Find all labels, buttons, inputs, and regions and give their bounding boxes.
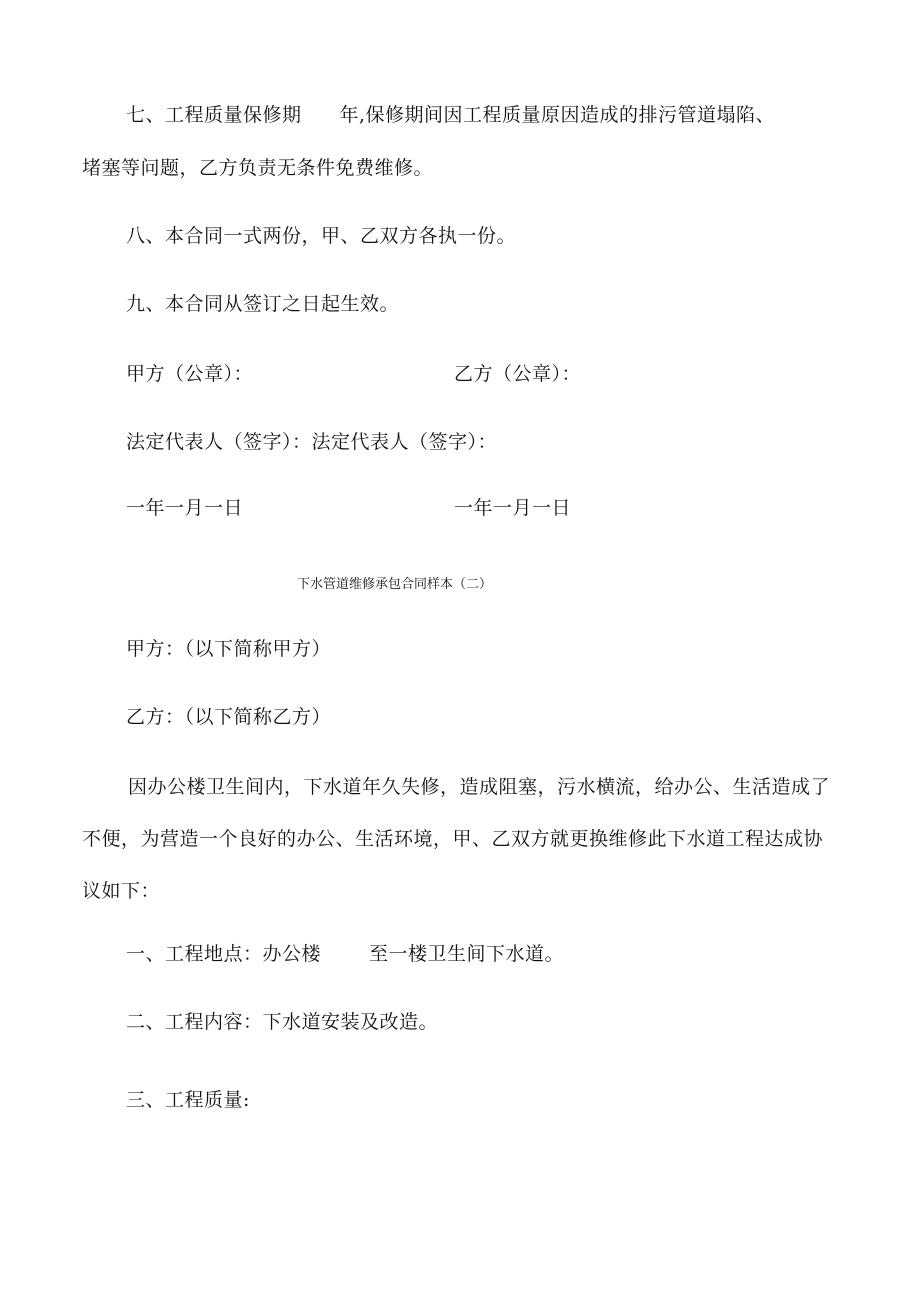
clause-7-suffix: 年,保修期间因工程质量原因造成的排污管道塌陷、 [339,104,776,126]
sample-2-party-b: 乙方：（以下简称乙方） [126,706,332,728]
item-1-prefix: 一、工程地点：办公楼 [126,943,322,965]
sample-2-party-a: 甲方：（以下简称甲方） [126,638,332,660]
clause-7-prefix: 七、工程质量保修期 [126,104,302,126]
item-3-quality: 三、工程质量: [126,1089,250,1111]
clause-7-line-1 [126,103,775,127]
clause-9: 九、本合同从签订之日起生效。 [126,293,400,315]
intro-paragraph-line-3: 议如下： [82,880,161,902]
item-1-location [126,942,564,966]
legal-representatives-label: 法定代表人（签字）：法定代表人（签字）： [126,431,498,453]
intro-paragraph-line-2: 不便，为营造一个良好的办公、生活环境，甲、乙双方就更换维修此下水道工程达成协 [82,828,824,850]
party-b-seal-label: 乙方（公章）： [454,363,582,385]
party-a-date: 一年一月一日 [126,497,244,519]
party-a-seal-label: 甲方（公章）： [126,363,254,385]
item-2-content: 二、工程内容：下水道安装及改造。 [126,1011,439,1033]
intro-paragraph-line-1: 因办公楼卫生间内，下水道年久失修，造成阻塞，污水横流，给办公、生活造成了 [128,776,831,798]
sample-2-title: 下水管道维修承包合同样本（二） [297,577,493,592]
clause-7-line-2: 堵塞等问题，乙方负责无条件免费维修。 [82,157,434,179]
clause-8: 八、本合同一式两份，甲、乙双方各执一份。 [126,225,517,247]
item-1-suffix: 至一楼卫生间下水道。 [369,943,565,965]
party-b-date: 一年一月一日 [454,497,572,519]
